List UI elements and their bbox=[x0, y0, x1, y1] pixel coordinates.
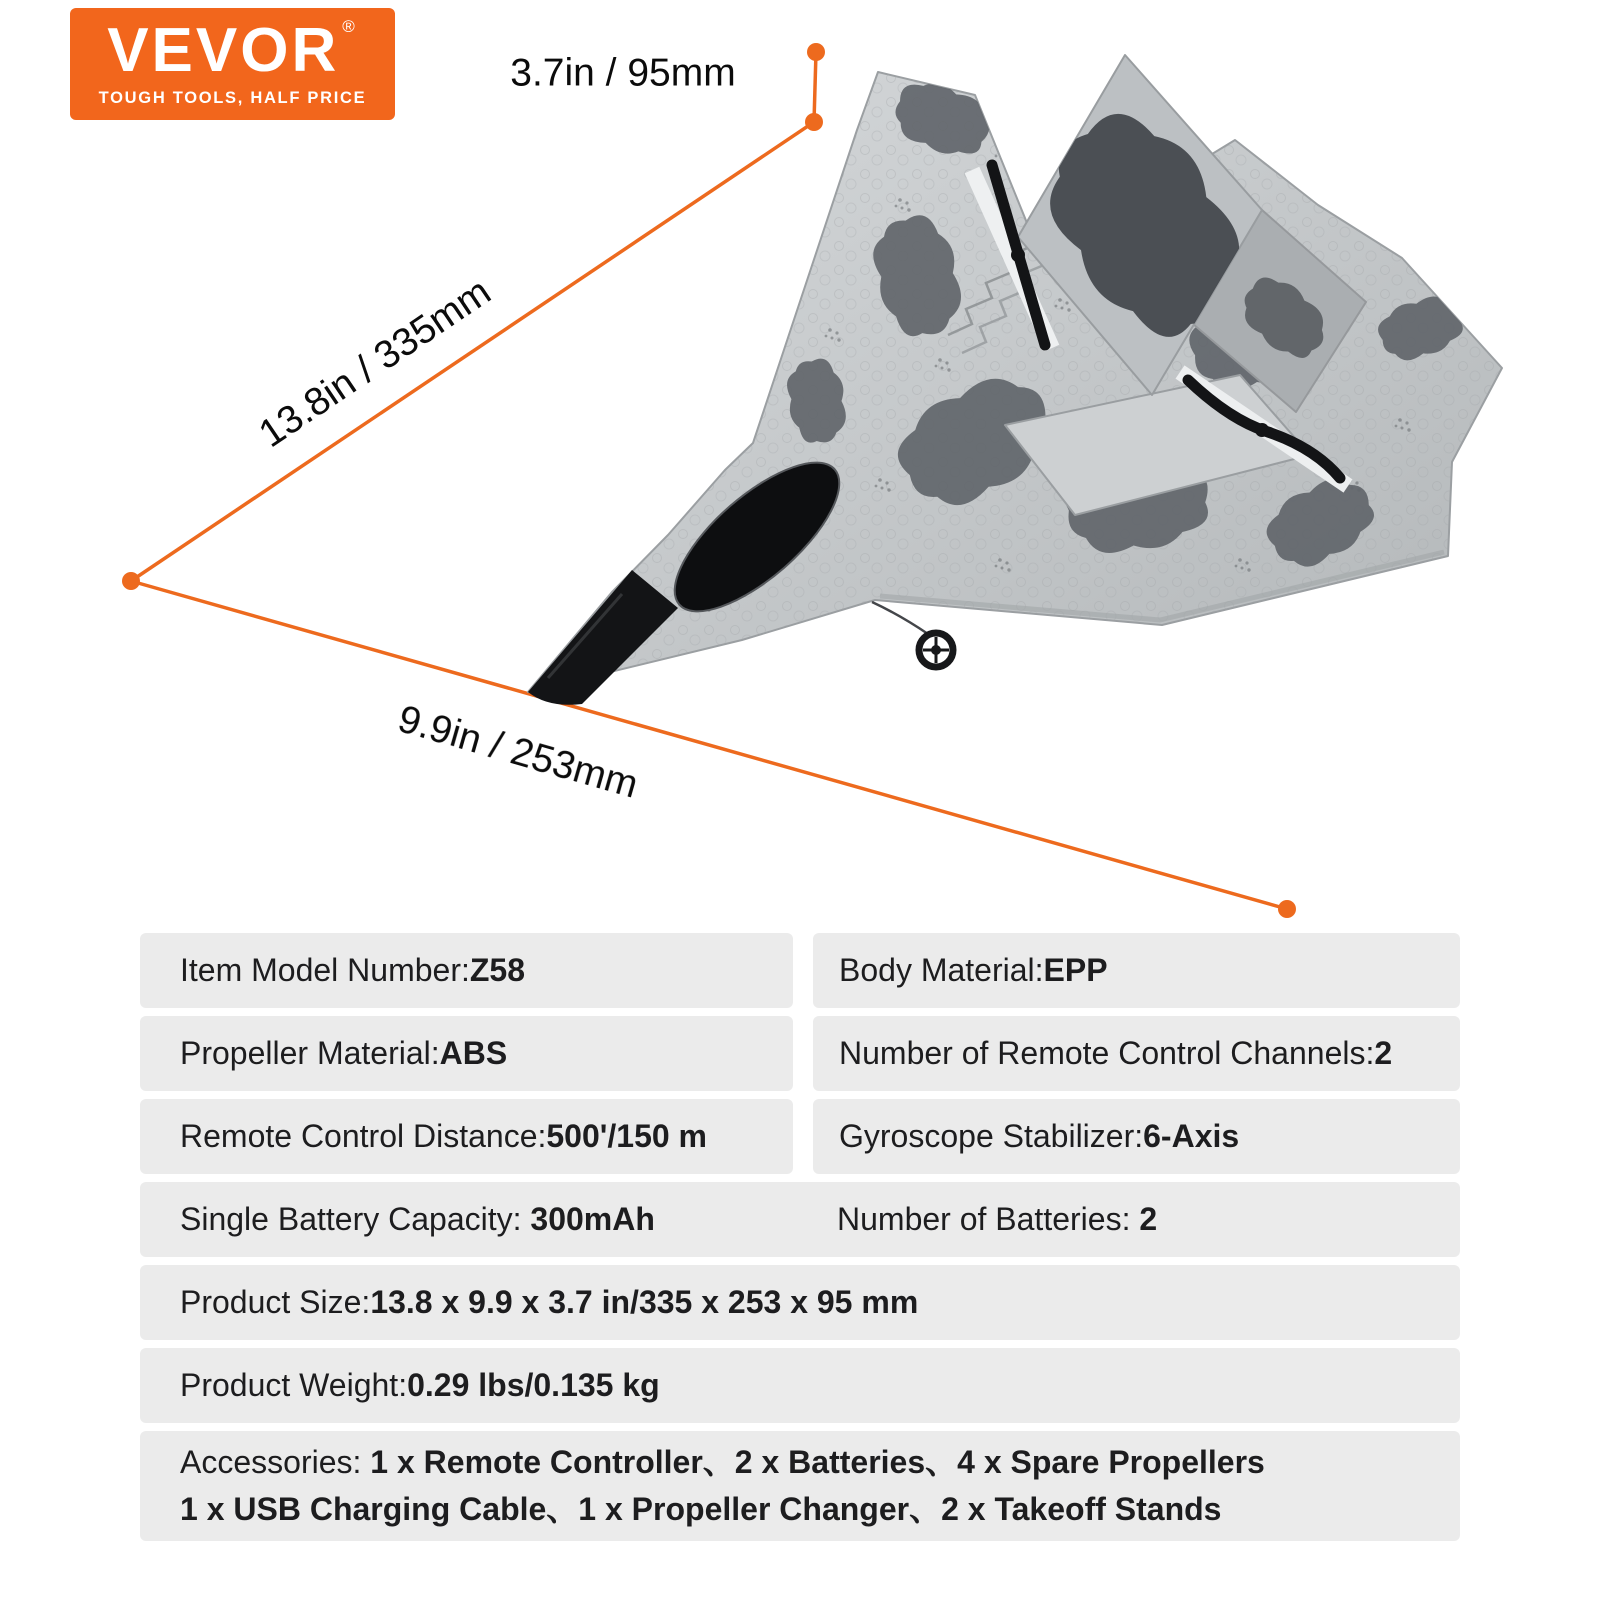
spec-row-1 bbox=[140, 933, 1460, 1008]
spec-cell-accessories bbox=[140, 1431, 1460, 1541]
spec-value: 0.29 lbs/0.135 kg bbox=[407, 1367, 660, 1403]
spec-cell-item-model-number bbox=[140, 933, 793, 1008]
spec-value: 500'/150 m bbox=[546, 1118, 707, 1154]
spec-label: Remote Control Distance: bbox=[180, 1118, 547, 1154]
spec-row-3 bbox=[140, 1099, 1460, 1174]
spec-label: Body Material: bbox=[839, 952, 1044, 988]
spec-label: Number of Remote Control Channels: bbox=[839, 1035, 1375, 1071]
spec-cell-product-size bbox=[140, 1265, 1460, 1340]
spec-value: 300mAh bbox=[530, 1201, 655, 1237]
accessories-line-1 bbox=[180, 1439, 1265, 1486]
accessories-line-2 bbox=[180, 1486, 1221, 1533]
spec-cell-remote-channels bbox=[813, 1016, 1460, 1091]
spec-table bbox=[140, 933, 1460, 1541]
spec-value: 1 x USB Charging Cable、1 x Propeller Changer、2 x Takeoff Stands bbox=[180, 1491, 1222, 1527]
spec-row-4 bbox=[140, 1182, 1460, 1257]
spec-cell-battery-merged bbox=[140, 1182, 1460, 1257]
spec-label: Item Model Number: bbox=[180, 952, 470, 988]
spec-pair-battery-count bbox=[837, 1201, 1157, 1238]
spec-value: 2 bbox=[1139, 1201, 1158, 1237]
registered-trademark-icon: ® bbox=[342, 17, 358, 36]
spec-value: 2 bbox=[1374, 1035, 1393, 1071]
spec-value: 6-Axis bbox=[1143, 1118, 1240, 1154]
spec-cell-remote-distance bbox=[140, 1099, 793, 1174]
dimension-label-length: 13.8in / 335mm bbox=[251, 270, 499, 456]
spec-value: EPP bbox=[1043, 952, 1108, 988]
spec-row-5 bbox=[140, 1265, 1460, 1340]
logo-text: VEVOR bbox=[107, 16, 340, 85]
height-dimension-line bbox=[814, 52, 816, 122]
spec-row-6 bbox=[140, 1348, 1460, 1423]
spec-value: Z58 bbox=[469, 952, 526, 988]
spec-label: Number of Batteries: bbox=[837, 1201, 1140, 1237]
dimension-endpoint-dot bbox=[1278, 900, 1296, 918]
dimension-label-width: 9.9in / 253mm bbox=[393, 697, 643, 807]
dimension-endpoint-dot bbox=[805, 113, 823, 131]
logo-tagline: TOUGH TOOLS, HALF PRICE bbox=[98, 89, 367, 107]
spec-label: Single Battery Capacity: bbox=[180, 1201, 531, 1237]
spec-label: Gyroscope Stabilizer: bbox=[839, 1118, 1144, 1154]
dimension-label-height: 3.7in / 95mm bbox=[510, 51, 736, 95]
spec-label: Accessories: bbox=[180, 1444, 371, 1480]
spec-pair-battery-capacity bbox=[180, 1201, 655, 1238]
dimension-endpoint-dot bbox=[122, 572, 140, 590]
spec-cell-body-material bbox=[813, 933, 1460, 1008]
spec-label: Product Weight: bbox=[180, 1367, 408, 1403]
spec-value: 1 x Remote Controller、2 x Batteries、4 x Spare Propellers bbox=[370, 1444, 1265, 1480]
spec-row-7 bbox=[140, 1431, 1460, 1541]
spec-value: ABS bbox=[439, 1035, 508, 1071]
spec-label: Propeller Material: bbox=[180, 1035, 440, 1071]
spec-cell-propeller-material bbox=[140, 1016, 793, 1091]
spec-cell-gyroscope bbox=[813, 1099, 1460, 1174]
landing-wheel bbox=[872, 602, 953, 667]
dimension-endpoint-dot bbox=[807, 43, 825, 61]
spec-row-2 bbox=[140, 1016, 1460, 1091]
spec-value: 13.8 x 9.9 x 3.7 in/335 x 253 x 95 mm bbox=[370, 1284, 919, 1320]
spec-cell-product-weight bbox=[140, 1348, 1460, 1423]
spec-label: Product Size: bbox=[180, 1284, 371, 1320]
